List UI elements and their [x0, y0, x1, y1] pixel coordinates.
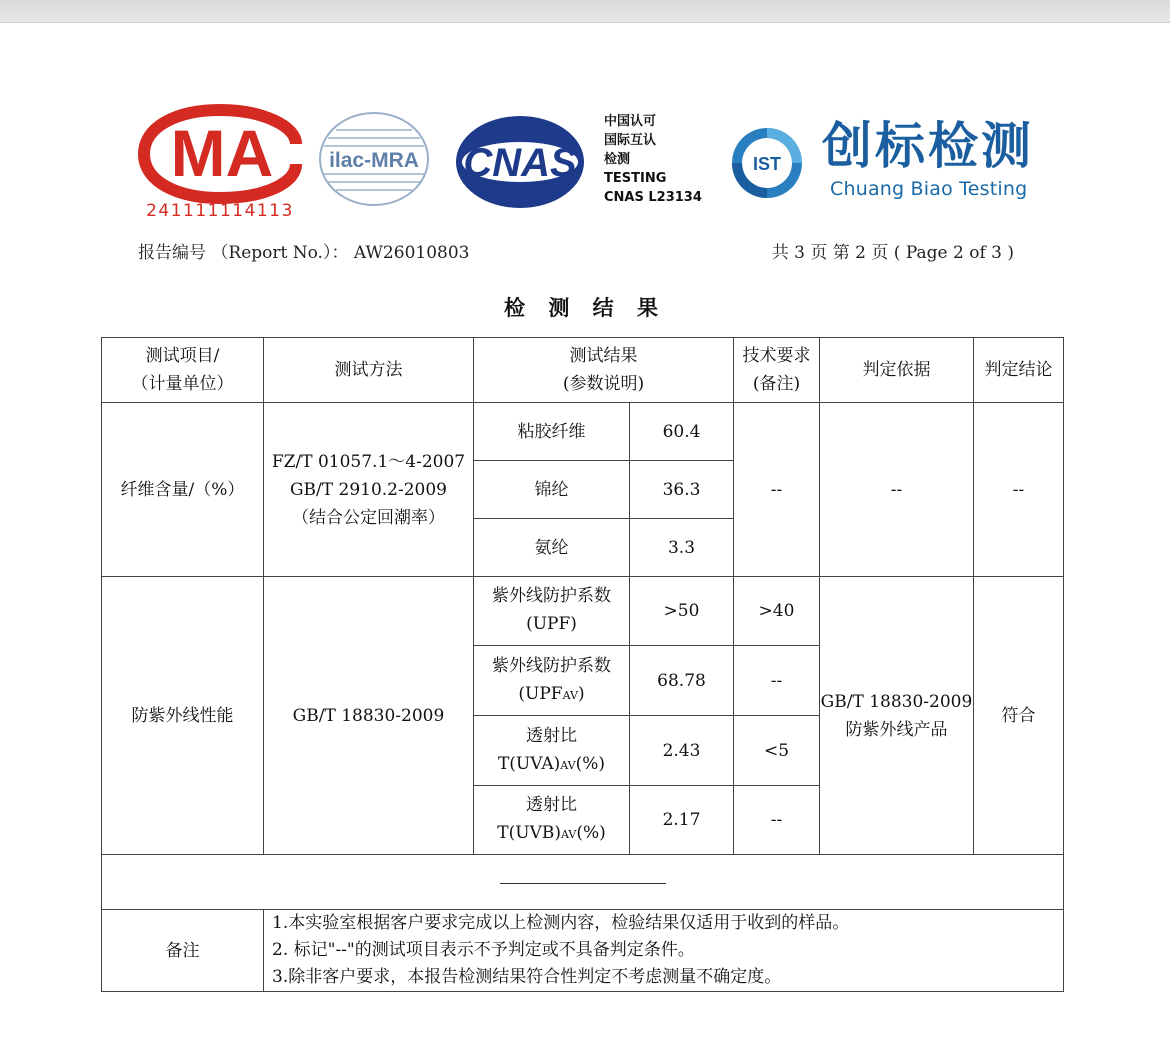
- cnas-line: 中国认可: [604, 114, 657, 129]
- uv-param: 紫外线防护系数 (UPF): [474, 577, 630, 646]
- ilac-text: ilac-MRA: [329, 149, 419, 172]
- uv-requirement: --: [734, 786, 820, 855]
- header-requirement: 技术要求 (备注): [734, 338, 820, 403]
- document-title: 检 测 结 果: [504, 295, 666, 320]
- report-label: 报告编号 （Report No.）：: [138, 243, 349, 263]
- fiber-basis: --: [820, 403, 974, 577]
- fiber-param: 氨纶: [474, 519, 630, 577]
- header-logos: [0, 0, 1170, 240]
- report-number: [138, 238, 469, 263]
- notes-row: [102, 910, 1064, 992]
- uv-requirement: --: [734, 646, 820, 716]
- fiber-param: 锦纶: [474, 461, 630, 519]
- fiber-method: FZ/T 01057.1～4-2007 GB/T 2910.2-2009 （结合公定回潮率）: [264, 403, 474, 577]
- cma-letters: MA: [170, 116, 274, 190]
- uv-method: GB/T 18830-2009: [264, 577, 474, 855]
- report-value: AW26010803: [353, 243, 470, 263]
- table-row: [102, 577, 1064, 646]
- cnas-line: 检测: [604, 152, 631, 167]
- fiber-value: 60.4: [630, 403, 734, 461]
- uv-conclusion: 符合: [974, 577, 1064, 855]
- cnas-side-text: [604, 112, 724, 207]
- header-row: [102, 338, 1064, 403]
- header-method: 测试方法: [264, 338, 474, 403]
- cnas-line: TESTING: [604, 171, 667, 186]
- fiber-requirement: --: [734, 403, 820, 577]
- end-divider: [500, 883, 666, 884]
- brand-chinese: 创标检测: [822, 117, 1034, 175]
- blank-row: [102, 855, 1064, 910]
- header-result: 测试结果 (参数说明): [474, 338, 734, 403]
- uv-requirement: >40: [734, 577, 820, 646]
- header-basis: 判定依据: [820, 338, 974, 403]
- ist-text: IST: [752, 154, 782, 174]
- uv-value: >50: [630, 577, 734, 646]
- uv-value: 68.78: [630, 646, 734, 716]
- cma-logo: [138, 104, 302, 204]
- cnas-logo: [452, 112, 592, 212]
- uv-item: 防紫外线性能: [102, 577, 264, 855]
- cnas-text: CNAS: [463, 141, 577, 185]
- header-conclusion: 判定结论: [974, 338, 1064, 403]
- cnas-line: CNAS L23134: [604, 190, 702, 205]
- note-line: 1.本实验室根据客户要求完成以上检测内容，检验结果仅适用于收到的样品。: [272, 913, 850, 933]
- ist-logo: [728, 124, 806, 202]
- page-info: 共 3 页 第 2 页 ( Page 2 of 3 ): [771, 243, 1014, 263]
- fiber-param: 粘胶纤维: [474, 403, 630, 461]
- ilac-mra-logo: [316, 110, 432, 208]
- fiber-item: 纤维含量/（%）: [102, 403, 264, 577]
- fiber-conclusion: --: [974, 403, 1064, 577]
- fiber-value: 36.3: [630, 461, 734, 519]
- note-line: 3.除非客户要求，本报告检测结果符合性判定不考虑测量不确定度。: [272, 967, 782, 987]
- uv-param: 紫外线防护系数 (UPFAV): [474, 646, 630, 716]
- note-line: 2. 标记"--"的测试项目表示不予判定或不具备判定条件。: [272, 940, 695, 960]
- uv-param: 透射比 T(UVB)AV(%): [474, 786, 630, 855]
- brand-english: Chuang Biao Testing: [830, 178, 1028, 200]
- uv-basis: GB/T 18830-2009 防紫外线产品: [820, 577, 974, 855]
- uv-param: 透射比 T(UVA)AV(%): [474, 716, 630, 786]
- table-row: [102, 403, 1064, 461]
- header-item: 测试项目/ （计量单位）: [102, 338, 264, 403]
- end-divider-cell: [102, 855, 1064, 910]
- uv-value: 2.43: [630, 716, 734, 786]
- uv-value: 2.17: [630, 786, 734, 855]
- notes-label: 备注: [102, 910, 264, 992]
- cma-number: 241111114113: [146, 201, 294, 221]
- cnas-line: 国际互认: [604, 133, 657, 148]
- fiber-value: 3.3: [630, 519, 734, 577]
- results-table: [101, 337, 1064, 992]
- notes-content: [264, 910, 1064, 992]
- uv-requirement: <5: [734, 716, 820, 786]
